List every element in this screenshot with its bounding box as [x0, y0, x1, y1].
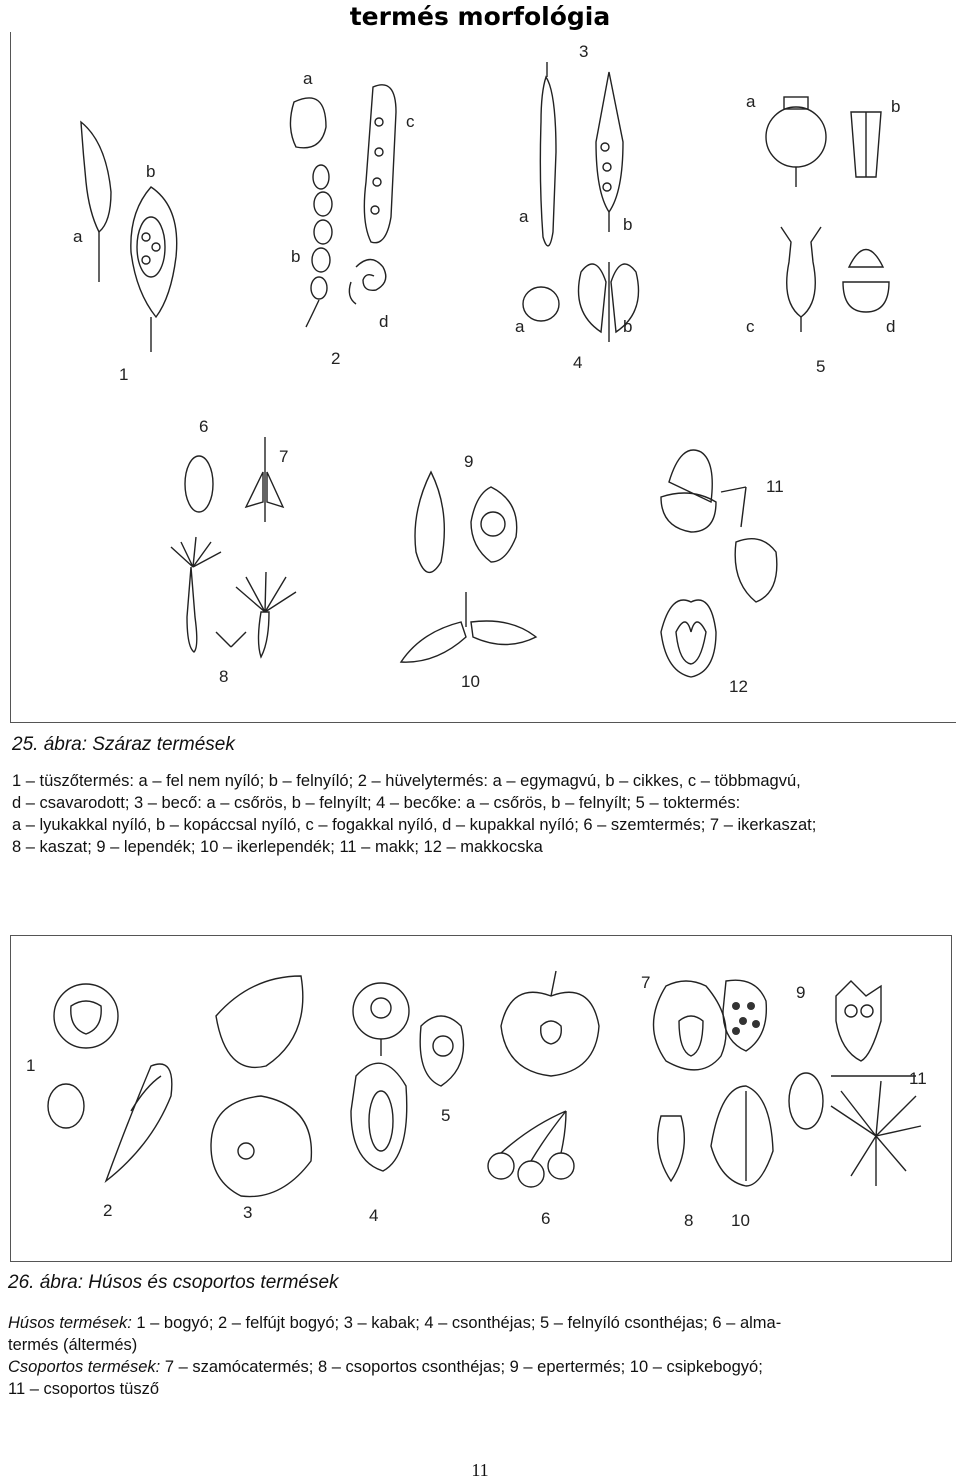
silicle-a-drawing: [523, 287, 559, 321]
label-26-9: 9: [796, 983, 806, 1002]
label-3: 3: [579, 42, 589, 61]
aggregate-drupe-drawing: [658, 1073, 823, 1181]
label-2d: d: [379, 312, 389, 331]
caption-line: 8 – kaszat; 9 – lependék; 10 – ikerlependék; 11 – makk; 12 – makkocska: [12, 838, 543, 856]
label-4: 4: [573, 353, 583, 372]
label-3a: a: [519, 207, 529, 226]
twin-achene-drawing: [246, 437, 283, 522]
label-2b: b: [291, 247, 301, 266]
page-title: termés morfológia: [349, 2, 611, 31]
figure-26-caption-title: 26. ábra: Húsos és csoportos termések: [8, 1272, 339, 1293]
follicle-b-drawing: [131, 187, 177, 352]
figure-26-caption: [8, 1312, 953, 1400]
label-12: 12: [729, 677, 748, 696]
drupe-drawing: [351, 983, 409, 1171]
label-1b: b: [146, 162, 156, 181]
samara-drawing: [415, 472, 517, 572]
pepo-drawing: [211, 976, 311, 1197]
label-4a: a: [515, 317, 525, 336]
capsule-c-drawing: [781, 227, 821, 332]
label-2: 2: [331, 349, 341, 368]
label-26-6: 6: [541, 1209, 551, 1228]
figure-26-drawings: [11, 936, 951, 1261]
caption-line: Húsos termések: 1 – bogyó; 2 – felfújt bogyó; 3 – kabak; 4 – csonthéjas; 5 – felnyíló csonthéjas; 6 – alma-: [8, 1314, 782, 1332]
label-26-11: 11: [909, 1069, 927, 1088]
strawberry-fruit-drawing: [654, 981, 727, 1070]
legume-c-drawing: [364, 85, 396, 243]
mulberry-drawing: [723, 980, 766, 1051]
label-5b: b: [891, 97, 901, 116]
label-1a: a: [73, 227, 83, 246]
label-26-7: 7: [641, 973, 651, 992]
follicle-a-drawing: [81, 122, 111, 282]
caryopsis-drawing: [185, 456, 213, 512]
capsule-d-drawing: [843, 250, 889, 313]
achene-drawing: [171, 537, 296, 657]
double-samara-drawing: [401, 592, 536, 662]
label-1: 1: [119, 365, 129, 384]
caption-line: Csoportos termések: 7 – szamócatermés; 8 – csoportos csonthéjas; 9 – epertermés; 10 – csipkebogyó;: [8, 1358, 763, 1376]
caption-line: d – csavarodott; 3 – becő: a – csőrös, b – felnyílt; 4 – becőke: a – csőrös, b – felnyílt; 5 – toktermés:: [12, 794, 741, 812]
label-5a: a: [746, 92, 756, 111]
figure-25-caption: [12, 770, 957, 858]
label-8: 8: [219, 667, 229, 686]
acorn-drawing: [661, 450, 777, 602]
label-7: 7: [279, 447, 289, 466]
page-number: 11: [471, 1460, 489, 1480]
label-6: 6: [199, 417, 209, 436]
label-26-10: 10: [731, 1211, 750, 1230]
label-9: 9: [464, 452, 474, 471]
aggregate-follicle-drawing: [831, 981, 921, 1186]
berry-drawing: [48, 984, 118, 1128]
label-26-3: 3: [243, 1203, 253, 1222]
label-26-2: 2: [103, 1201, 113, 1220]
silique-b-drawing: [596, 72, 623, 232]
caption-line: 1 – tüszőtermés: a – fel nem nyíló; b – felnyíló; 2 – hüvelytermés: a – egymagvú, b – cikkes, c – többmagvú,: [12, 772, 801, 790]
label-3b: b: [623, 215, 633, 234]
figure-25-drawings: [11, 32, 956, 722]
label-26-4: 4: [369, 1206, 379, 1225]
legume-a-drawing: [290, 98, 326, 148]
legume-d-drawing: [349, 260, 385, 305]
inflated-berry-drawing: [106, 1064, 172, 1181]
caption-line: a – lyukakkal nyíló, b – kopáccsal nyíló, c – fogakkal nyíló, d – kupakkal nyíló; 6 – szemtermés; 7 – ikerkaszat;: [12, 816, 817, 834]
pome-drawing: [488, 971, 599, 1187]
figure-26-fleshy-fruits: [10, 935, 952, 1262]
capsule-a-drawing: [766, 97, 826, 187]
silique-a-drawing: [540, 62, 556, 246]
label-5: 5: [816, 357, 826, 376]
figure-25-dry-fruits: [10, 32, 956, 723]
label-26-5: 5: [441, 1106, 451, 1125]
dehiscent-drupe-drawing: [420, 1016, 463, 1086]
label-4b: b: [623, 317, 633, 336]
label-26-1: 1: [26, 1056, 36, 1075]
label-11: 11: [766, 477, 784, 496]
label-10: 10: [461, 672, 480, 691]
caption-line: termés (áltermés): [8, 1336, 138, 1354]
figure-25-caption-title: 25. ábra: Száraz termések: [12, 734, 235, 755]
legume-b-drawing: [306, 165, 332, 327]
caption-line: 11 – csoportos tüsző: [8, 1380, 160, 1398]
label-26-8: 8: [684, 1211, 694, 1230]
label-2c: c: [406, 112, 415, 131]
label-5d: d: [886, 317, 896, 336]
capsule-b-drawing: [851, 112, 881, 177]
label-5c: c: [746, 317, 755, 336]
label-2a: a: [303, 69, 313, 88]
rose-hip-drawing: [711, 1086, 773, 1186]
small-nut-drawing: [661, 600, 716, 677]
